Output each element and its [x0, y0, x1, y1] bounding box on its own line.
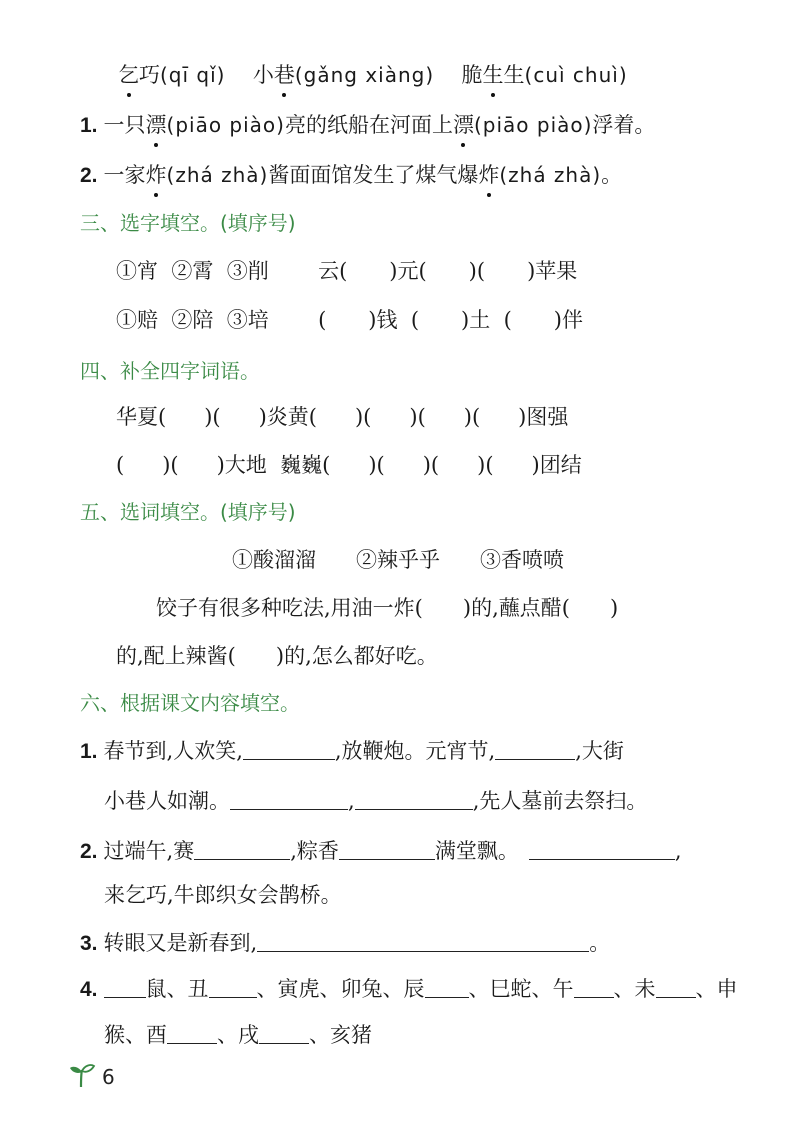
- section-3-row-2: ①赔 ②陪 ③培 ( )钱 ( )土 ( )伴: [116, 308, 583, 332]
- answer-line[interactable]: [230, 787, 348, 810]
- pinyin-choice-row: 乞巧(qī qǐ) 小巷(gǎng xiàng) 脆生生(cuì chuì): [118, 60, 628, 90]
- section-6-q3: 3. 转眼又是新春到, 。: [80, 931, 611, 955]
- answer-line[interactable]: [425, 975, 469, 998]
- question-2-pinyin: 2. 一家炸(zhá zhà)酱面面馆发生了煤气爆炸(zhá zhà)。: [80, 160, 622, 191]
- answer-line[interactable]: [495, 737, 575, 760]
- section-4-row-2: ( )( )大地 巍巍( )( )( )( )团结: [116, 453, 582, 477]
- answer-line[interactable]: [574, 975, 614, 998]
- section-3-heading: 三、选字填空。(填序号): [80, 211, 296, 235]
- sprout-icon: [68, 1062, 96, 1092]
- section-3-row-1: ①宵 ②霄 ③削 云( )元( )( )苹果: [116, 259, 578, 283]
- answer-line[interactable]: [339, 837, 435, 860]
- answer-line[interactable]: [656, 975, 696, 998]
- section-6-q4-line-2: 猴、酉 、戌 、亥猪: [104, 1023, 372, 1047]
- section-6-q4-line-1: 4. 鼠、丑 、寅虎、卯兔、辰 、巳蛇、午 、未 、申: [80, 977, 738, 1001]
- answer-line[interactable]: [257, 929, 589, 952]
- dotted-char: 生: [483, 60, 504, 90]
- answer-line[interactable]: [529, 837, 675, 860]
- answer-line[interactable]: [167, 1021, 217, 1044]
- dotted-char: 炸: [478, 160, 499, 190]
- answer-line[interactable]: [243, 737, 335, 760]
- section-4-row-1: 华夏( )( )炎黄( )( )( )( )图强: [116, 405, 569, 429]
- section-5-paragraph-line-1: 饺子有很多种吃法,用油一炸( )的,蘸点醋( ): [156, 596, 619, 620]
- section-5-options: ①酸溜溜 ②辣乎乎 ③香喷喷: [232, 548, 564, 572]
- dotted-char: 炸: [146, 160, 167, 190]
- section-4-heading: 四、补全四字词语。: [80, 359, 260, 383]
- answer-line[interactable]: [355, 787, 473, 810]
- dotted-char: 漂: [146, 110, 167, 140]
- section-6-q1-line-1: 1. 春节到,人欢笑, ,放鞭炮。元宵节, ,大街: [80, 739, 624, 763]
- answer-line[interactable]: [259, 1021, 309, 1044]
- dotted-char: 巷: [274, 60, 295, 90]
- answer-line[interactable]: [194, 837, 290, 860]
- section-5-paragraph-line-2: 的,配上辣酱( )的,怎么都好吃。: [116, 644, 438, 668]
- section-5-heading: 五、选词填空。(填序号): [80, 500, 296, 524]
- section-6-q2-line-2: 来乞巧,牛郎织女会鹊桥。: [104, 883, 342, 907]
- page-number: 6: [102, 1065, 115, 1089]
- dotted-char: 漂: [453, 110, 474, 140]
- answer-line[interactable]: [209, 975, 257, 998]
- question-1-pinyin: 1. 一只漂(piāo piào)亮的纸船在河面上漂(piāo piào)浮着。: [80, 110, 655, 141]
- page-footer: [68, 1062, 115, 1092]
- section-6-q2-line-1: 2. 过端午,赛 ,粽香 满堂飘。 ,: [80, 839, 682, 863]
- answer-line[interactable]: [104, 975, 146, 998]
- section-6-heading: 六、根据课文内容填空。: [80, 691, 300, 715]
- dotted-char: 乞: [118, 60, 139, 90]
- section-6-q1-line-2: 小巷人如潮。 , ,先人墓前去祭扫。: [104, 789, 648, 813]
